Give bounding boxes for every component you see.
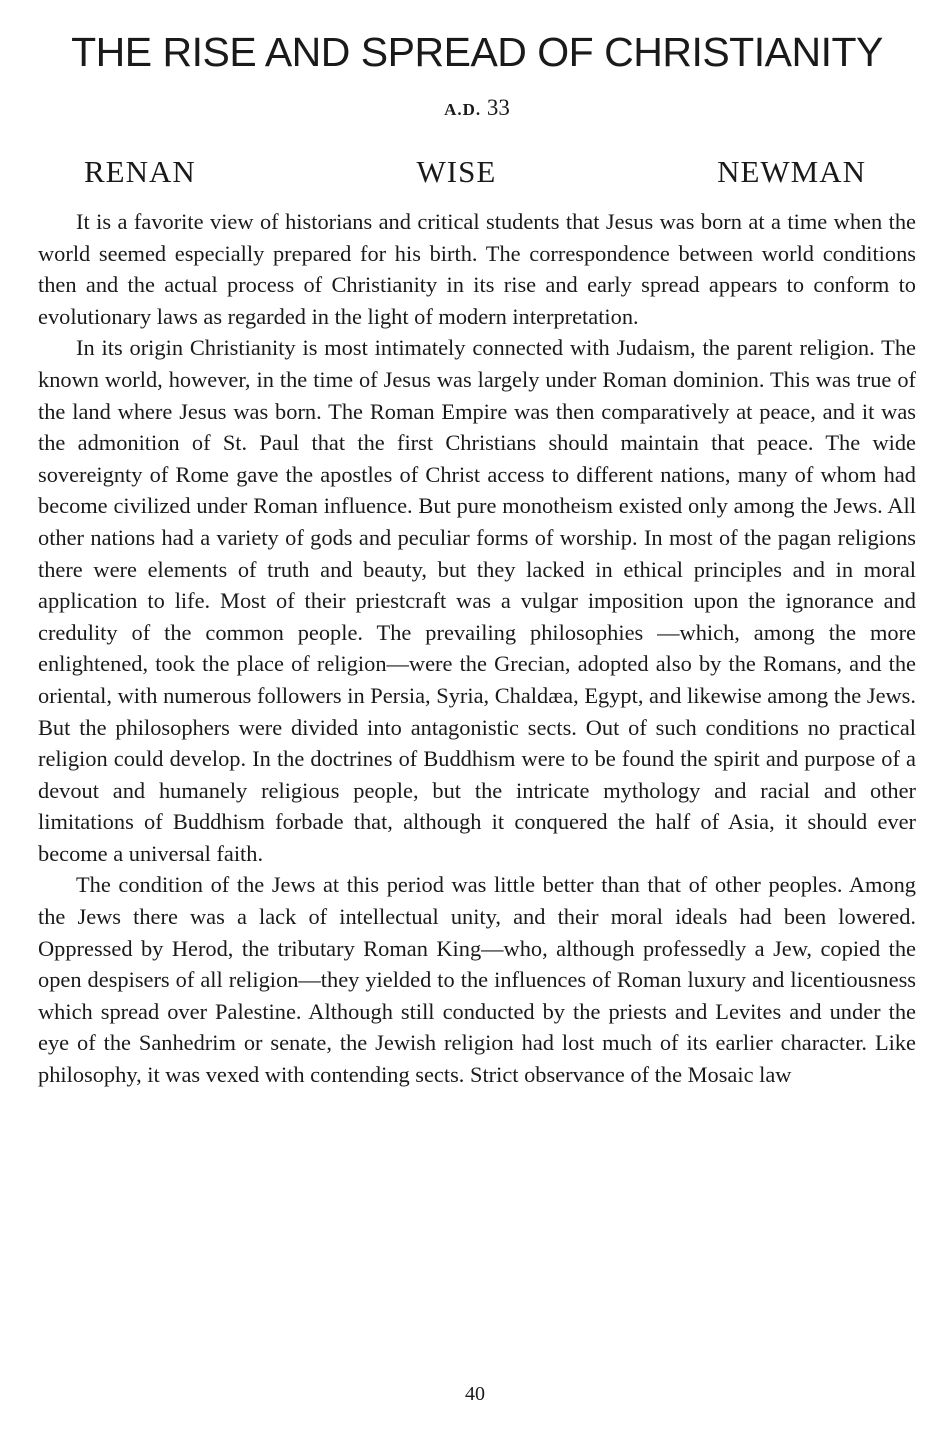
author-list [38,154,916,190]
paragraph: In its origin Christianity is most intimately connected with Judaism, the parent religion. The known world, however, in the time of Jesus was largely under Roman dominion. This was true of the land where Jesus was born. The Roman Empire was then comparatively at peace, and it was the admonition of St. Paul that the first Christians should maintain that peace. The wide sovereignty of Rome gave the apostles of Christ access to different nations, many of whom had become civilized under Roman influence. But pure monotheism existed only among the Jews. All other nations had a variety of gods and peculiar forms of worship. In most of the pagan religions there were elements of truth and beauty, but they lacked in ethical principles and in moral application to life. Most of their priestcraft was a vulgar imposition upon the ignorance and credulity of the common people. The prevailing philosophies —which, among the more enlightened, took the place of religion—were the Grecian, adopted also by the Romans, and the oriental, with numerous followers in Persia, Syria, Chaldæa, Egypt, and likewise among the Jews. But the philosophers were divided into antagonistic sects. Out of such conditions no practical religion could develop. In the doctrines of Buddhism were to be found the spirit and purpose of a devout and humanely religious people, but the intricate mythology and racial and other limitations of Buddhism forbade that, although it conquered the half of Asia, it should ever become a universal faith. [38,335,916,866]
body-text [38,206,916,1091]
author-name: RENAN [84,154,196,189]
paragraph: The condition of the Jews at this period was little better than that of other peoples. Among the Jews there was a lack of intellectual unity, and their moral ideals had been lowered. Oppressed by Herod, the tributary Roman King—who, although professedly a Jew, copied the open despisers of all religion—they yielded to the influences of Roman luxury and licentiousness which spread over Palestine. Although still conducted by the priests and Levites and under the eye of the Sanhedrim or senate, the Jewish religion had lost much of its earlier character. Like philosophy, it was vexed with contending sects. Strict observance of the Mosaic law [38,872,916,1088]
chapter-title: THE RISE AND SPREAD OF CHRISTIANITY [71,29,883,75]
author-name: NEWMAN [717,154,866,189]
paragraph: It is a favorite view of historians and critical students that Jesus was born at a time when the world seemed especially prepared for his birth. The correspondence between world conditions then and the actual process of Christianity in its rise and early spread appears to conform to evolutionary laws as regarded in the light of modern interpretation. [38,209,916,329]
date-era: A.D. [444,100,482,119]
page-number: 40 [465,1383,485,1405]
author-name: WISE [416,154,497,189]
date-year: 33 [486,95,510,120]
chapter-date [38,94,916,124]
